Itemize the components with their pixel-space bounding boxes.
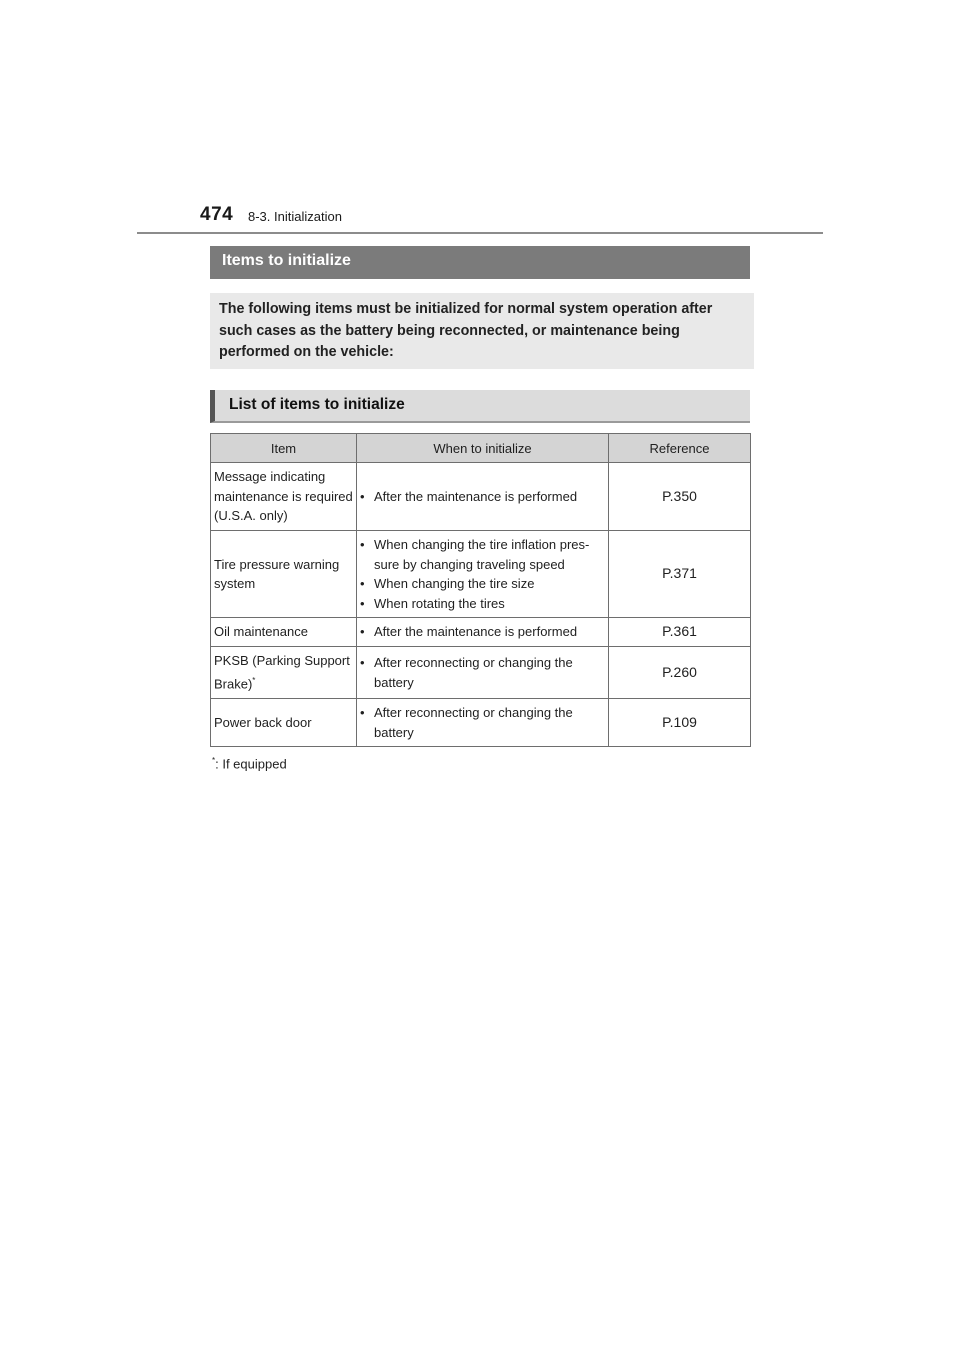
list-item: • When changing the tire inflation pres-sure by changing traveling speed <box>360 535 605 574</box>
item-cell: Power back door <box>211 699 357 747</box>
column-header-when: When to initialize <box>357 434 609 463</box>
table-row <box>211 618 751 647</box>
footnote <box>212 756 287 771</box>
table-row <box>211 463 751 531</box>
list-item: • When rotating the tires <box>360 594 605 614</box>
when-cell <box>357 647 609 699</box>
table-row <box>211 699 751 747</box>
subheading: List of items to initialize <box>210 390 750 423</box>
item-cell: Tire pressure warning system <box>211 531 357 618</box>
reference-link[interactable]: P.361 <box>609 618 751 647</box>
intro-text: The following items must be initialized for normal system operation after such cases as the battery being reconnected, or maintenance being performed on the vehicle: <box>210 293 754 369</box>
section-title: Items to initialize <box>210 246 750 279</box>
when-cell <box>357 531 609 618</box>
item-cell: Message indicating maintenance is required (U.S.A. only) <box>211 463 357 531</box>
footnote-text: : If equipped <box>215 756 287 772</box>
reference-link[interactable]: P.109 <box>609 699 751 747</box>
list-item: • After reconnecting or changing the battery <box>360 703 605 742</box>
page-number: 474 <box>200 204 234 225</box>
table-row <box>211 531 751 618</box>
item-cell: Oil maintenance <box>211 618 357 647</box>
when-cell <box>357 618 609 647</box>
bullet-mark: • <box>360 488 365 504</box>
list-item: • When changing the tire size <box>360 574 605 594</box>
table-row <box>211 647 751 699</box>
bullet-mark: • <box>360 705 365 720</box>
bullet-mark: • <box>360 537 365 552</box>
bullet-mark: • <box>360 595 365 611</box>
header-divider <box>137 232 823 234</box>
footnote-mark: * <box>212 756 216 765</box>
bullet-mark: • <box>360 655 365 670</box>
when-cell <box>357 463 609 531</box>
reference-link[interactable]: P.350 <box>609 463 751 531</box>
list-item: • After the maintenance is performed <box>360 487 605 507</box>
reference-link[interactable]: P.371 <box>609 531 751 618</box>
section-label: 8-3. Initialization <box>248 209 342 224</box>
list-item: • After reconnecting or changing the battery <box>360 653 605 692</box>
bullet-mark: • <box>360 576 365 591</box>
list-item: • After the maintenance is performed <box>360 622 605 642</box>
column-header-reference: Reference <box>609 434 751 463</box>
footnote-mark: * <box>252 675 256 685</box>
items-table <box>210 433 751 747</box>
item-label: PKSB (Parking Support Brake) <box>214 653 350 692</box>
bullet-mark: • <box>360 624 365 640</box>
reference-link[interactable]: P.260 <box>609 647 751 699</box>
table-header-row <box>211 434 751 463</box>
item-cell <box>211 647 357 699</box>
column-header-item: Item <box>211 434 357 463</box>
when-cell <box>357 699 609 747</box>
